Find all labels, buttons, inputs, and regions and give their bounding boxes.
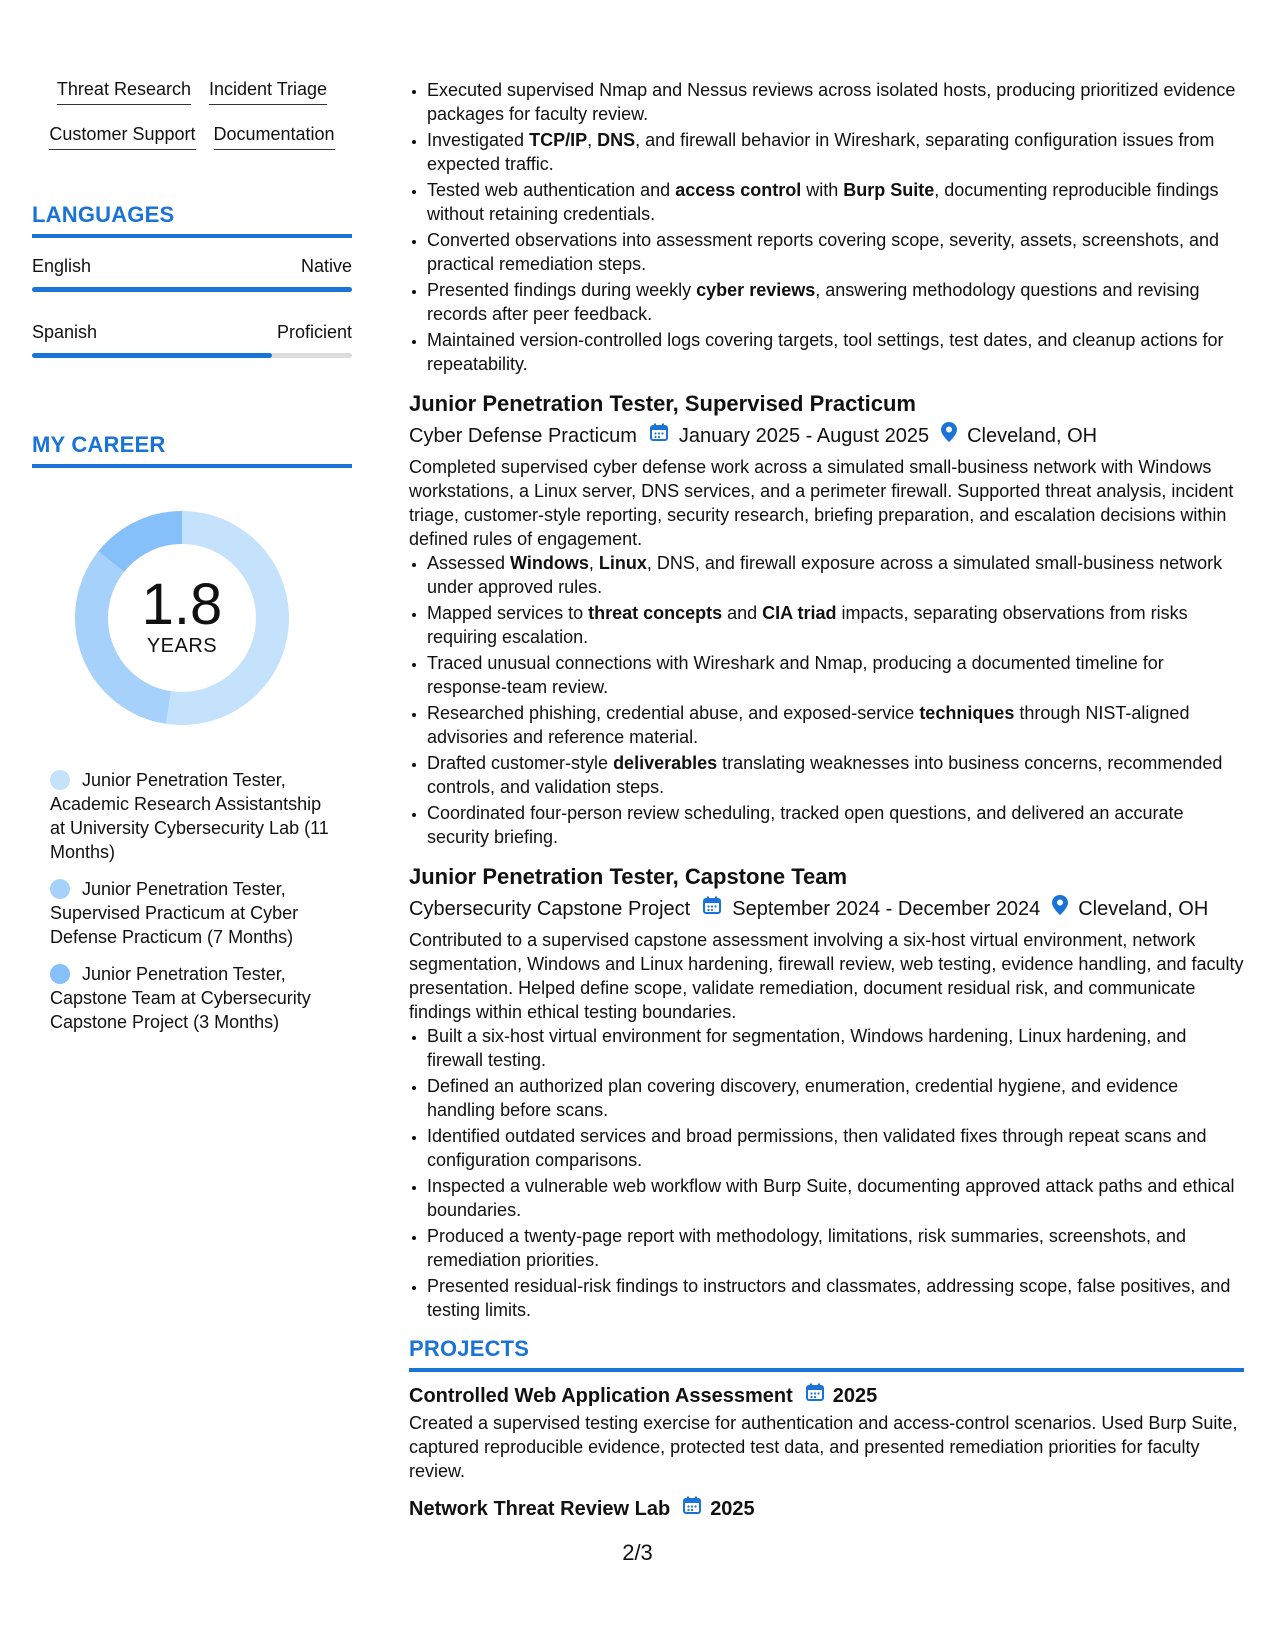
career-legend [50,768,340,1034]
job-location: Cleveland, OH [967,424,1098,447]
bullet-item: • Executed supervised Nmap and Nessus reviews across isolated hosts, producing prioritized evidence packages for faculty review. [427,78,1244,126]
job-bullets [409,1024,1244,1322]
bullet-item: • Presented residual-risk findings to instructors and classmates, addressing scope, false positives, and testing limits. [427,1274,1244,1322]
skill-tag: Incident Triage [209,78,327,105]
job-dates: January 2025 - August 2025 [678,424,930,447]
job-description: Contributed to a supervised capstone assessment involving a six-host virtual environment, network segmentation, Windows and Linux hardening, firewall review, web testing, evidence handling, and faculty presentation. Helped define scope, validate remediation, document residual risk, and communicate findings within ethical testing boundaries. [409,930,1244,1022]
skill-tags [32,78,352,150]
bullet-item: • Investigated TCP/IP, DNS, and firewall behavior in Wireshark, separating configuration issues from expected traffic. [427,128,1244,176]
company-name: Cybersecurity Capstone Project [409,897,691,920]
job-dates: September 2024 - December 2024 [732,897,1041,920]
skill-tag: Threat Research [57,78,191,105]
bullet-item: • Identified outdated services and broad permissions, then validated fixes through repeat scans and configuration comparisons. [427,1124,1244,1172]
location-pin-icon [941,422,957,449]
projects-title: PROJECTS [409,1336,1244,1372]
job-meta [409,422,1244,449]
language-bar-fill [32,287,352,292]
calendar-icon [702,895,722,922]
legend-dot [50,879,70,899]
career-legend-item: Junior Penetration Tester, Supervised Practicum at Cyber Defense Practicum (7 Months) [50,879,299,947]
language-bar-fill [32,353,272,358]
calendar-icon [682,1495,702,1522]
career-total-value: 1.8 [141,571,223,637]
bullet-item: • Traced unusual connections with Wireshark and Nmap, producing a documented timeline for response-team review. [427,651,1244,699]
job-location: Cleveland, OH [1078,897,1209,920]
bullet-item: • Produced a twenty-page report with methodology, limitations, risk summaries, screenshots, and remediation priorities. [427,1224,1244,1272]
job-description: Completed supervised cyber defense work across a simulated small-business network with Windows workstations, a Linux server, DNS services, and a perimeter firewall. Supported threat analysis, incident triage, customer-style reporting, security research, briefing preparation, and escalation decisions within defined rules of engagement. [409,457,1234,549]
bullet-item: • Tested web authentication and access control with Burp Suite, documenting reproducible findings without retaining credentials. [427,178,1244,226]
bullet-item: • Drafted customer-style deliverables translating weaknesses into business concerns, recommended controls, and validation steps. [427,751,1244,799]
project-name: Network Threat Review Lab [409,1497,671,1520]
location-pin-icon [1052,895,1068,922]
bullet-item: • Coordinated four-person review scheduling, tracked open questions, and delivered an accurate security briefing. [427,801,1244,849]
language-bar [32,353,352,358]
page-indicator: 2/3 [622,1540,653,1565]
career-legend-item: Junior Penetration Tester, Capstone Team at Cybersecurity Capstone Project (3 Months) [50,964,311,1032]
legend-dot [50,964,70,984]
job-bullets [409,551,1244,849]
project-year: 2025 [710,1497,755,1520]
bullet-item: • Researched phishing, credential abuse, and exposed-service techniques through NIST-aligned advisories and reference material. [427,701,1244,749]
career-total-unit: YEARS [146,634,218,657]
skill-tag: Documentation [214,123,335,150]
bullet-item: • Inspected a vulnerable web workflow with Burp Suite, documenting approved attack paths and ethical boundaries. [427,1174,1244,1222]
project-description: Created a supervised testing exercise for authentication and access-control scenarios. Used Burp Suite, captured reproducible evidence, protected test data, and presented remediation priorities for faculty review. [409,1413,1238,1481]
bullet-item: • Assessed Windows, Linux, DNS, and firewall exposure across a simulated small-business network under approved rules. [427,551,1244,599]
language-item [32,322,352,358]
project-item [409,1495,1244,1522]
language-level: Native [300,256,352,276]
job-meta [409,895,1244,922]
bullet-item: • Maintained version-controlled logs covering targets, tool settings, test dates, and cleanup actions for repeatability. [427,328,1244,376]
skill-tag: Customer Support [49,123,195,150]
bullet-item: • Presented findings during weekly cyber reviews, answering methodology questions and revising records after peer feedback. [427,278,1244,326]
languages-title: LANGUAGES [32,202,352,238]
language-name: English [32,256,92,276]
language-name: Spanish [32,322,98,342]
career-legend-item: Junior Penetration Tester, Academic Research Assistantship at University Cybersecurity Lab (11 Months) [50,770,329,862]
legend-dot [50,770,70,790]
project-year: 2025 [832,1384,878,1407]
job-title: Junior Penetration Tester, Capstone Team [409,864,848,889]
job-title: Junior Penetration Tester, Supervised Practicum [409,391,916,416]
calendar-icon [805,1382,825,1409]
job-entry [409,390,1244,849]
company-name: Cyber Defense Practicum [409,424,637,447]
calendar-icon [649,422,669,449]
languages-section [32,202,352,358]
career-section [32,432,352,1034]
project-name: Controlled Web Application Assessment [409,1384,793,1407]
language-item [32,256,352,292]
language-level: Proficient [276,322,352,342]
projects-section [409,1336,1244,1522]
job-entry [409,863,1244,1322]
language-bar [32,287,352,292]
bullet-item: • Mapped services to threat concepts and CIA triad impacts, separating observations from risks requiring escalation. [427,601,1244,649]
career-title: MY CAREER [32,432,352,468]
bullet-item: • Converted observations into assessment reports covering scope, severity, assets, screenshots, and practical remediation steps. [427,228,1244,276]
bullet-item: • Defined an authorized plan covering discovery, enumeration, credential hygiene, and evidence handling before scans. [427,1074,1244,1122]
project-item [409,1382,1244,1483]
right-column [409,78,1244,1522]
career-donut [62,498,302,738]
left-column [32,78,352,1047]
bullet-item: • Built a six-host virtual environment for segmentation, Windows hardening, Linux hardening, and firewall testing. [427,1024,1244,1072]
experience-bullets [409,78,1244,376]
